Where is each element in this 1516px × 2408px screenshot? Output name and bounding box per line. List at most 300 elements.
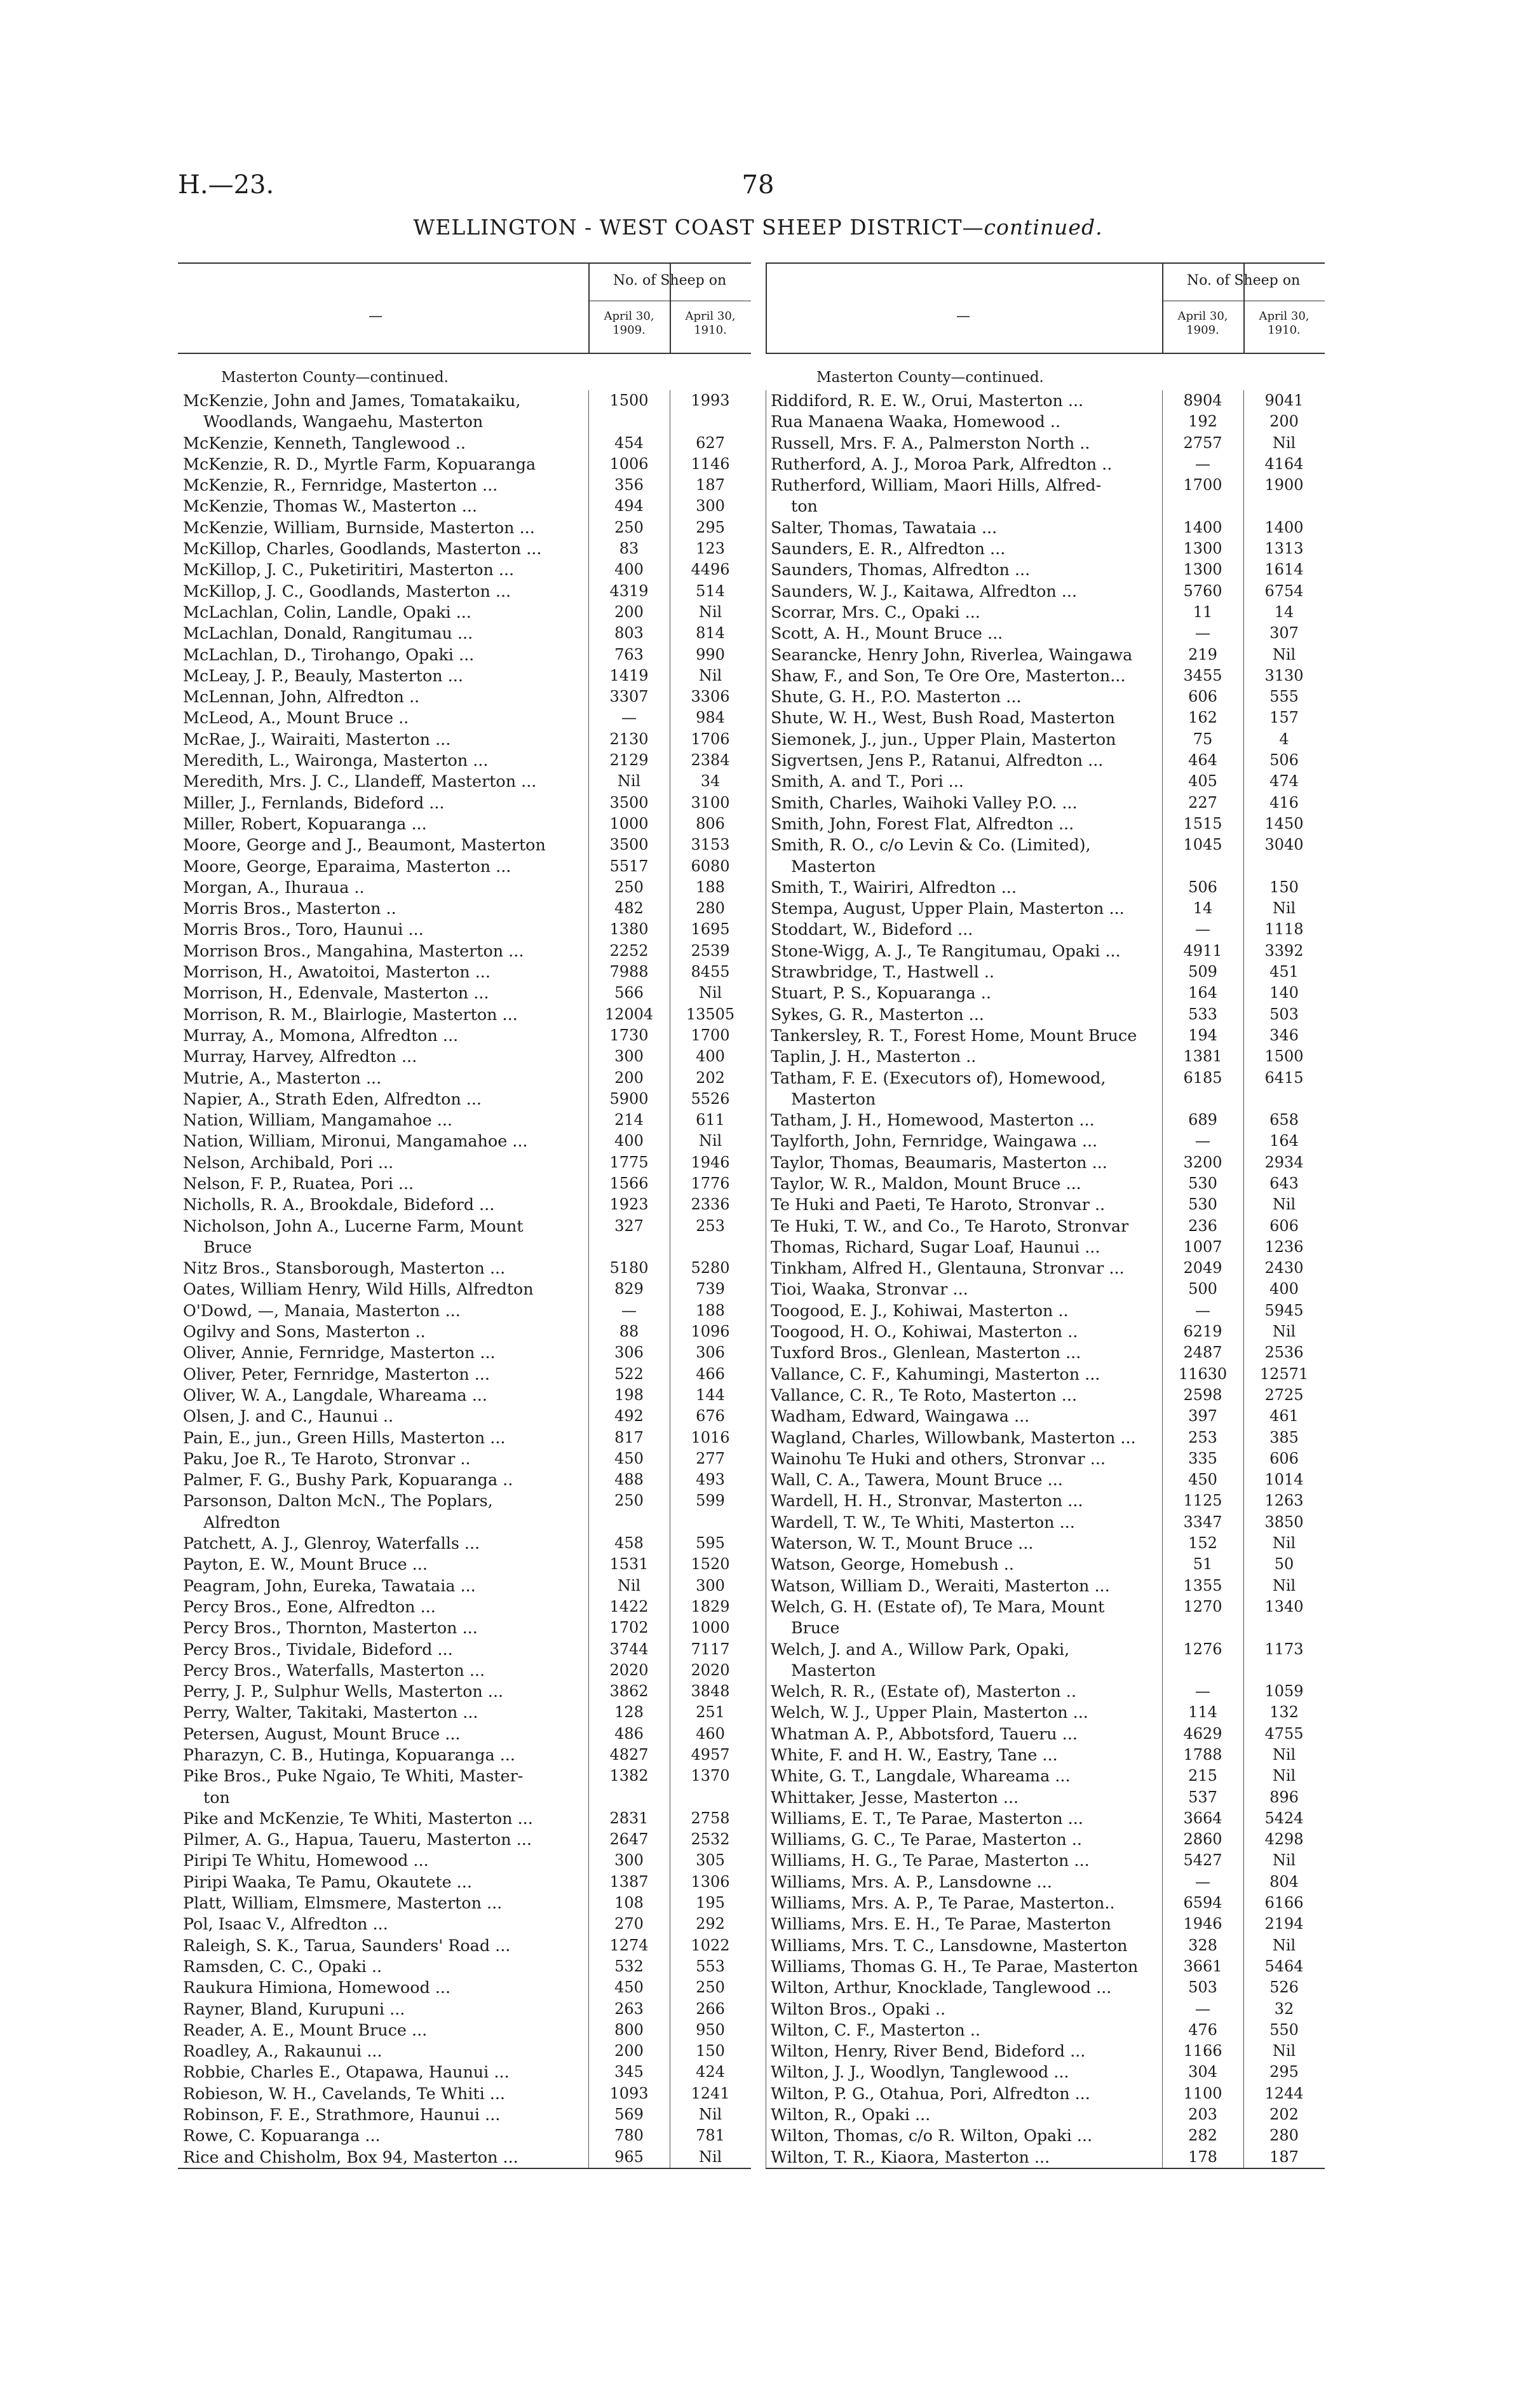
sheep-1909-cell: 400	[614, 561, 644, 579]
table-row	[766, 496, 1325, 517]
sheep-1910-cell: 280	[1269, 2126, 1299, 2145]
sheep-1910-cell: 1614	[1264, 561, 1304, 579]
owner-name-cell: Nation, William, Mangamahoe ...	[183, 1110, 452, 1130]
sheep-1909-cell: 3664	[1183, 1809, 1222, 1827]
sheep-1909-cell: 1006	[609, 454, 649, 473]
owner-name-cell: McKenzie, Thomas W., Masterton ...	[183, 496, 477, 516]
owner-name-cell: Nelson, F. P., Ruatea, Pori ...	[183, 1173, 414, 1193]
sheep-1909-cell: 304	[1188, 2063, 1217, 2081]
table-row	[178, 1639, 751, 1660]
table-row	[766, 1914, 1325, 1935]
table-row	[766, 1745, 1325, 1765]
sheep-1909-cell: 4827	[609, 1746, 649, 1764]
owner-name-cell: Miller, J., Fernlands, Bideford ...	[183, 792, 445, 812]
table-row	[178, 813, 751, 834]
sheep-1909-cell: 1531	[609, 1555, 649, 1574]
sheep-1910-cell	[1243, 496, 1325, 517]
sheep-1910-cell: 1706	[691, 730, 730, 748]
sheep-1910-cell: 3130	[1264, 666, 1304, 684]
owner-name-cell: White, F. and H. W., Eastry, Tane ...	[771, 1745, 1058, 1764]
table-row	[178, 1321, 751, 1342]
sheep-1909-cell: 1788	[1183, 1746, 1222, 1764]
owner-name-cell: McLennan, John, Alfredton ..	[183, 687, 420, 707]
owner-name-cell: Piripi Te Whitu, Homewood ...	[183, 1851, 429, 1870]
sheep-1909-cell: 236	[1188, 1216, 1217, 1235]
sheep-1909-cell: 6219	[1183, 1323, 1222, 1341]
sheep-1909-cell: 1387	[609, 1872, 649, 1891]
sheep-1909-cell: 253	[1188, 1428, 1217, 1446]
sheep-1909-cell: 83	[619, 540, 639, 558]
owner-name-cell: McLachlan, Colin, Landle, Opaki ...	[183, 602, 471, 622]
sheep-1909-cell: 803	[614, 624, 644, 643]
sheep-1909-cell: 8904	[1183, 391, 1222, 409]
sheep-1909-cell: 335	[1188, 1449, 1217, 1467]
sheep-1909-cell: 1300	[1183, 561, 1222, 579]
sheep-1910-cell: 1173	[1264, 1640, 1304, 1658]
owner-name-cell: Oliver, W. A., Langdale, Whareama ...	[183, 1385, 487, 1405]
sheep-1910-cell: 6080	[691, 857, 730, 875]
sheep-1909-cell: 1382	[609, 1767, 649, 1785]
sheep-1910-cell: 1263	[1264, 1492, 1304, 1510]
table-row	[766, 1131, 1325, 1152]
owner-name-cell: Meredith, L., Waironga, Masterton ...	[183, 751, 489, 770]
sheep-1909-cell: 1276	[1183, 1640, 1222, 1658]
sheep-1910-cell: 300	[696, 1576, 725, 1595]
owner-name-cell: Rutherford, A. J., Moroa Park, Alfredton ..	[771, 454, 1113, 473]
table-row	[766, 538, 1325, 559]
table-body	[178, 390, 751, 2168]
owner-name-cell: McKenzie, William, Burnside, Masterton ...	[183, 517, 535, 537]
sheep-1909-cell	[588, 1787, 670, 1808]
sheep-1909-cell: 108	[614, 1894, 644, 1912]
table-row	[766, 1194, 1325, 1215]
sheep-1910-cell: 1993	[691, 391, 730, 409]
table-row	[178, 1152, 751, 1173]
sheep-1909-cell: 397	[1188, 1407, 1217, 1425]
table-row	[766, 1110, 1325, 1131]
owner-name-cell: Pike and McKenzie, Te Whiti, Masterton ...	[183, 1808, 533, 1828]
sheep-1910-cell: 157	[1269, 709, 1299, 727]
table-row	[766, 1575, 1325, 1596]
owner-name-cell: Salter, Thomas, Tawataia ...	[771, 517, 998, 537]
sheep-1910-cell: 34	[700, 772, 721, 791]
table-row	[178, 2104, 751, 2125]
owner-name-cell: Thomas, Richard, Sugar Loaf, Haunui ...	[771, 1237, 1100, 1256]
table-row	[766, 1533, 1325, 1554]
sheep-1909-cell: 7988	[609, 963, 649, 981]
table-row	[766, 411, 1325, 432]
owner-name-cell: Paku, Joe R., Te Haroto, Stronvar ..	[183, 1448, 471, 1468]
sheep-1910-cell: 1340	[1264, 1597, 1304, 1616]
owner-name-cell: Perry, Walter, Takitaki, Masterton ...	[183, 1703, 478, 1722]
table-row	[766, 1406, 1325, 1427]
owner-name-cell: Shaw, F., and Son, Te Ore Ore, Masterton...	[771, 665, 1126, 685]
owner-name-cell: Tinkham, Alfred H., Glentauna, Stronvar ...	[771, 1258, 1125, 1278]
sheep-1910-cell: 550	[1269, 2020, 1299, 2039]
sheep-1909-cell: —	[621, 709, 637, 727]
table-row	[766, 2020, 1325, 2041]
sheep-1909-cell: 2130	[609, 730, 649, 748]
table-row	[766, 475, 1325, 496]
sheep-1909-cell: 817	[614, 1428, 644, 1446]
owner-name-cell: McLachlan, D., Tirohango, Opaki ...	[183, 644, 475, 664]
owner-name-cell: Meredith, Mrs. J. C., Llandeff, Masterton ...	[183, 772, 537, 791]
owner-name-cell: Strawbridge, T., Hastwell ..	[771, 962, 994, 982]
sheep-1909-cell: 282	[1188, 2126, 1217, 2145]
owner-name-cell: Riddiford, R. E. W., Orui, Masterton ...	[771, 391, 1084, 410]
sheep-1909-cell: 306	[614, 1343, 644, 1362]
owner-name-cell: Tatham, F. E. (Executors of), Homewood,	[771, 1068, 1106, 1087]
table-row	[178, 623, 751, 644]
owner-name-cell: Russell, Mrs. F. A., Palmerston North ..	[771, 433, 1090, 452]
sheep-1910-cell: Nil	[1272, 2042, 1296, 2060]
sheep-1910-cell: 5280	[691, 1259, 730, 1277]
table-row	[766, 1596, 1325, 1617]
sheep-1909-cell: 12004	[604, 1005, 654, 1023]
table-row	[766, 517, 1325, 538]
sheep-1909-cell: 200	[614, 1068, 644, 1087]
table-row	[766, 1935, 1325, 1956]
owner-name-cell: Morrison, R. M., Blairlogie, Masterton ...	[183, 1004, 518, 1024]
table-row	[766, 1681, 1325, 1702]
divider	[1243, 390, 1244, 2168]
sheep-1910-cell: 7117	[691, 1640, 730, 1658]
owner-name-cell: Smith, T., Wairiri, Alfredton ...	[771, 877, 1017, 897]
sheep-1909-cell: 780	[614, 2126, 644, 2145]
sheep-1909-cell: 2049	[1183, 1259, 1222, 1277]
sheep-1910-cell: 1016	[691, 1428, 730, 1446]
sheep-1910-cell: 416	[1269, 793, 1299, 812]
sheep-1910-cell: 150	[696, 2042, 725, 2060]
owner-name-cell: Nation, William, Mironui, Mangamahoe ...	[183, 1131, 528, 1151]
owner-name-cell: Wilton, Henry, River Bend, Bideford ...	[771, 2041, 1086, 2061]
sheep-1909-cell: Nil	[617, 772, 641, 791]
sheep-1910-cell	[670, 411, 751, 432]
sheep-1909-cell: 450	[1188, 1471, 1217, 1489]
sheep-1910-cell: 4	[1279, 730, 1289, 748]
owner-name-cell: Smith, R. O., c/o Levin & Co. (Limited),	[771, 835, 1091, 855]
sheep-1909-cell: 214	[614, 1111, 644, 1129]
owner-name-cell: Payton, E. W., Mount Bruce ...	[183, 1554, 428, 1574]
owner-name-cell: Patchett, A. J., Glenroy, Waterfalls ...	[183, 1534, 480, 1553]
sheep-1910-cell	[670, 1237, 751, 1258]
sheep-1909-cell: 3307	[609, 688, 649, 706]
sheep-1910-cell: 451	[1269, 963, 1299, 981]
sheep-1910-cell: Nil	[698, 2105, 722, 2124]
table-row	[178, 390, 751, 411]
sheep-1909-cell: 5760	[1183, 582, 1222, 600]
table-row	[178, 1575, 751, 1596]
owner-name-cell: Stone-Wigg, A. J., Te Rangitumau, Opaki ...	[771, 941, 1121, 960]
sheep-1910-cell: 611	[696, 1111, 725, 1129]
divider	[588, 390, 589, 2168]
sheep-1909-cell: —	[1195, 920, 1210, 939]
owner-name-cell: Ogilvy and Sons, Masterton ..	[183, 1322, 426, 1342]
sheep-1909-cell: 503	[1188, 1978, 1217, 1997]
sheep-1909-cell: 152	[1188, 1534, 1217, 1553]
table-row	[178, 411, 751, 432]
owner-name-cell: Piripi Waaka, Te Pamu, Okautete ...	[183, 1872, 472, 1891]
owner-name-cell: Whittaker, Jesse, Masterton ...	[771, 1787, 1019, 1807]
sheep-1910-cell: Nil	[698, 602, 722, 621]
sheep-1910-cell: 2536	[1264, 1343, 1304, 1362]
sheep-1910-cell: 266	[696, 1999, 725, 2018]
sheep-1910-cell: 806	[696, 814, 725, 833]
sheep-1910-cell: 3306	[691, 688, 730, 706]
table-row	[766, 644, 1325, 665]
owner-name-cell: Robbie, Charles E., Otapawa, Haunui ...	[183, 2062, 510, 2082]
sheep-1909-cell: 569	[614, 2105, 644, 2124]
owner-name-cell: Rayner, Bland, Kurupuni ...	[183, 1999, 405, 2018]
sheep-1909-cell: —	[621, 1301, 637, 1319]
sheep-1910-cell: Nil	[698, 984, 722, 1002]
sheep-1909-cell: 1000	[609, 814, 649, 833]
owner-name-cell: Bruce	[203, 1237, 252, 1256]
sheep-1910-cell: Nil	[1272, 1767, 1296, 1785]
sheep-1910-cell: 187	[1269, 2147, 1299, 2166]
table-row	[178, 1512, 751, 1533]
sheep-1910-cell: 526	[1269, 1978, 1299, 1997]
table-row	[178, 2147, 751, 2168]
sheep-1909-cell: 829	[614, 1280, 644, 1298]
owner-name-cell: Wardell, H. H., Stronvar, Masterton ...	[771, 1491, 1083, 1511]
sheep-1910-cell: 781	[696, 2126, 725, 2145]
table-row	[766, 2125, 1325, 2146]
owner-name-cell: Pharazyn, C. B., Hutinga, Kopuaranga ...	[183, 1745, 515, 1764]
sheep-1910-cell: 1118	[1264, 920, 1304, 939]
sheep-1909-cell: 1100	[1183, 2084, 1222, 2102]
sheep-1909-cell: 1923	[609, 1195, 649, 1214]
sheep-1910-cell: 1520	[691, 1555, 730, 1574]
owner-name-cell: Morris Bros., Toro, Haunui ...	[183, 920, 424, 939]
sheep-1909-cell: 5900	[609, 1089, 649, 1108]
sheep-1910-cell: 658	[1269, 1111, 1299, 1129]
sheep-1909-cell: 1274	[609, 1936, 649, 1954]
sheep-1910-cell: 4298	[1264, 1830, 1304, 1849]
table-row	[766, 877, 1325, 898]
table-row	[766, 792, 1325, 813]
table-row	[766, 1046, 1325, 1067]
sheep-1909-cell: 454	[614, 433, 644, 452]
owner-name-cell: Morrison, H., Edenvale, Masterton ...	[183, 983, 489, 1003]
sheep-1910-cell: Nil	[698, 1132, 722, 1150]
owner-name-cell: McKillop, J. C., Puketiritiri, Masterton ...	[183, 560, 515, 580]
sheep-1910-cell: 5424	[1264, 1809, 1304, 1827]
table-row	[178, 1872, 751, 1893]
owner-name-cell: White, G. T., Langdale, Whareama ...	[771, 1766, 1071, 1786]
table-row	[178, 2083, 751, 2104]
owner-name-cell: Olsen, J. and C., Haunui ..	[183, 1406, 394, 1426]
sheep-1910-cell: 188	[696, 878, 725, 896]
sheep-1909-cell: 566	[614, 984, 644, 1002]
sheep-1910-cell: 514	[696, 582, 725, 600]
sheep-1909-cell: 476	[1188, 2020, 1217, 2039]
owner-name-cell: Toogood, H. O., Kohiwai, Masterton ..	[771, 1322, 1078, 1342]
sheep-1910-cell: 2532	[691, 1830, 730, 1849]
table-row	[766, 2147, 1325, 2168]
owner-name-cell: Saunders, Thomas, Alfredton ...	[771, 560, 1031, 580]
table-row	[178, 941, 751, 962]
table-row	[178, 538, 751, 559]
sheep-1909-cell: —	[1195, 624, 1210, 643]
owner-name-cell: McLeay, J. P., Beauly, Masterton ...	[183, 665, 463, 685]
table-header	[178, 262, 751, 354]
table-row	[766, 1660, 1325, 1681]
table-row	[766, 750, 1325, 771]
owner-name-cell: Perry, J. P., Sulphur Wells, Masterton ...	[183, 1682, 504, 1701]
sheep-1909-cell: 178	[1188, 2147, 1217, 2166]
owner-name-cell: Watson, George, Homebush ..	[771, 1554, 1014, 1574]
sheep-1909-cell: 270	[614, 1915, 644, 1933]
sheep-1910-cell: 503	[1269, 1005, 1299, 1023]
sheep-1910-cell: 984	[696, 709, 725, 727]
table-row	[178, 1237, 751, 1258]
table-row	[178, 1448, 751, 1469]
table-row	[178, 856, 751, 877]
sheep-1909-cell	[588, 411, 670, 432]
owner-name-cell: Smith, Charles, Waihoki Valley P.O. ...	[771, 792, 1078, 812]
table-row	[178, 454, 751, 475]
sheep-1910-cell: 474	[1269, 772, 1299, 791]
table-row	[766, 1829, 1325, 1850]
sheep-1910-cell: 188	[696, 1301, 725, 1319]
table-row	[766, 1385, 1325, 1406]
owner-name-cell: ton	[203, 1787, 230, 1807]
owner-name-cell: Wilton, Thomas, c/o R. Wilton, Opaki ...	[771, 2126, 1093, 2146]
sheep-1910-cell	[670, 1787, 751, 1808]
table-row	[178, 602, 751, 623]
owner-name-cell: Oliver, Peter, Fernridge, Masterton ...	[183, 1364, 490, 1384]
owner-name-cell: Wadham, Edward, Waingawa ...	[771, 1406, 1030, 1426]
owner-name-cell: Williams, Mrs. E. H., Te Parae, Masterton	[771, 1914, 1111, 1934]
owner-name-cell: Parsonson, Dalton McN., The Poplars,	[183, 1491, 493, 1511]
sheep-1909-cell: 2487	[1183, 1343, 1222, 1362]
owner-name-cell: McLachlan, Donald, Rangitumau ...	[183, 623, 473, 643]
table-row	[178, 1194, 751, 1215]
sheep-1909-cell: 2757	[1183, 433, 1222, 452]
sheep-1910-cell: 3392	[1264, 941, 1304, 960]
table-row	[766, 1258, 1325, 1279]
table-row	[766, 433, 1325, 454]
table-row	[178, 1342, 751, 1363]
sheep-1909-cell: 114	[1188, 1703, 1217, 1722]
sheep-1910-cell: 3848	[691, 1682, 730, 1701]
sheep-1910-cell	[670, 1512, 751, 1533]
sheep-1910-cell: 164	[1269, 1132, 1299, 1150]
sheep-1909-cell: 1700	[1183, 476, 1222, 494]
owner-name-cell: Shute, G. H., P.O. Masterton ...	[771, 687, 1022, 707]
sheep-1909-cell: —	[1195, 1999, 1210, 2018]
sheep-1910-cell: 950	[696, 2020, 725, 2039]
table-row	[178, 2125, 751, 2146]
sheep-1910-cell: 140	[1269, 984, 1299, 1002]
sheep-1909-cell: Nil	[617, 1576, 641, 1595]
table-row	[766, 1490, 1325, 1511]
sheep-1910-cell: 1500	[1264, 1047, 1304, 1066]
owner-name-cell: McKenzie, R. D., Myrtle Farm, Kopuaranga	[183, 454, 536, 473]
table-row	[178, 644, 751, 665]
sheep-1910-cell: 606	[1269, 1449, 1299, 1467]
owner-name-cell: Murray, A., Momona, Alfredton ...	[183, 1025, 459, 1045]
table-row	[766, 1173, 1325, 1194]
sheep-1910-cell: Nil	[1272, 1534, 1296, 1553]
sheep-1910-cell: 1900	[1264, 476, 1304, 494]
owner-name-cell: Moore, George and J., Beaumont, Masterton	[183, 835, 546, 855]
table-row	[766, 1977, 1325, 1998]
owner-name-cell: Peagram, John, Eureka, Tawataia ...	[183, 1575, 476, 1595]
table-row	[766, 1999, 1325, 2020]
sheep-1910-cell: 1236	[1264, 1237, 1304, 1256]
table-row	[178, 750, 751, 771]
sheep-1910-cell: 3153	[691, 836, 730, 854]
sheep-1910-cell: 14	[1274, 602, 1294, 621]
table-row	[178, 686, 751, 707]
sheep-1909-cell: 88	[619, 1323, 639, 1341]
table-row	[178, 475, 751, 496]
sheep-1909-cell: 400	[614, 1132, 644, 1150]
owner-name-cell: Robinson, F. E., Strathmore, Haunui ...	[183, 2105, 501, 2125]
owner-name-cell: Te Huki, T. W., and Co., Te Haroto, Stronvar	[771, 1216, 1129, 1235]
owner-name-cell: Siemonek, J., jun., Upper Plain, Masterton	[771, 729, 1116, 749]
table-row	[178, 1914, 751, 1935]
sheep-1910-cell: 12571	[1259, 1364, 1309, 1383]
sheep-1909-cell: 5427	[1183, 1851, 1222, 1870]
sheep-1910-cell: 1695	[691, 920, 730, 939]
sheep-1910-cell: 555	[1269, 688, 1299, 706]
sheep-1910-cell: 1829	[691, 1597, 730, 1616]
sheep-1909-cell: 4319	[609, 582, 649, 600]
owner-name-cell: Miller, Robert, Kopuaranga ...	[183, 813, 427, 833]
owner-name-cell: Nicholson, John A., Lucerne Farm, Mount	[183, 1216, 524, 1235]
table-row	[766, 1448, 1325, 1469]
table-row	[178, 1068, 751, 1089]
table-header	[766, 262, 1325, 354]
sheep-1910-cell: 2020	[691, 1661, 730, 1679]
sheep-1909-cell: 2860	[1183, 1830, 1222, 1849]
owner-name-cell: Stempa, August, Upper Plain, Masterton ...	[771, 899, 1125, 918]
table-footer-rule	[766, 2168, 1325, 2169]
table-row	[766, 834, 1325, 855]
table-row	[766, 559, 1325, 580]
sheep-1909-cell: 162	[1188, 709, 1217, 727]
table-row	[766, 1025, 1325, 1046]
sheep-1910-cell: 8455	[691, 963, 730, 981]
sheep-1910-cell: 466	[696, 1364, 725, 1383]
owner-name-cell: Petersen, August, Mount Bruce ...	[183, 1724, 461, 1743]
owner-name-cell: Masterton	[791, 856, 876, 876]
table-row	[766, 1850, 1325, 1871]
sheep-1910-cell: 277	[696, 1449, 725, 1467]
table-row	[178, 1956, 751, 1977]
sheep-1910-cell: 202	[696, 1068, 725, 1087]
owner-name-cell: Welch, G. H. (Estate of), Te Mara, Mount	[771, 1596, 1105, 1616]
table-row	[766, 581, 1325, 602]
sheep-1909-cell: 530	[1188, 1174, 1217, 1192]
sheep-1910-cell	[1243, 1617, 1325, 1638]
sheep-1910-cell: 1096	[691, 1323, 730, 1341]
table-row	[178, 1279, 751, 1300]
sheep-1909-cell: 1422	[609, 1597, 649, 1616]
sheep-1910-cell: 6415	[1264, 1068, 1304, 1087]
table-row	[766, 1808, 1325, 1829]
sheep-1909-cell	[1162, 1089, 1243, 1110]
sheep-1910-cell: 1306	[691, 1872, 730, 1891]
owner-name-cell: Masterton	[791, 1089, 876, 1108]
sheep-1909-cell: 1166	[1183, 2042, 1222, 2060]
sheep-1910-cell: 200	[1269, 412, 1299, 431]
table-row	[178, 919, 751, 940]
owner-name-cell: Vallance, C. F., Kahumingi, Masterton ...	[771, 1364, 1100, 1384]
